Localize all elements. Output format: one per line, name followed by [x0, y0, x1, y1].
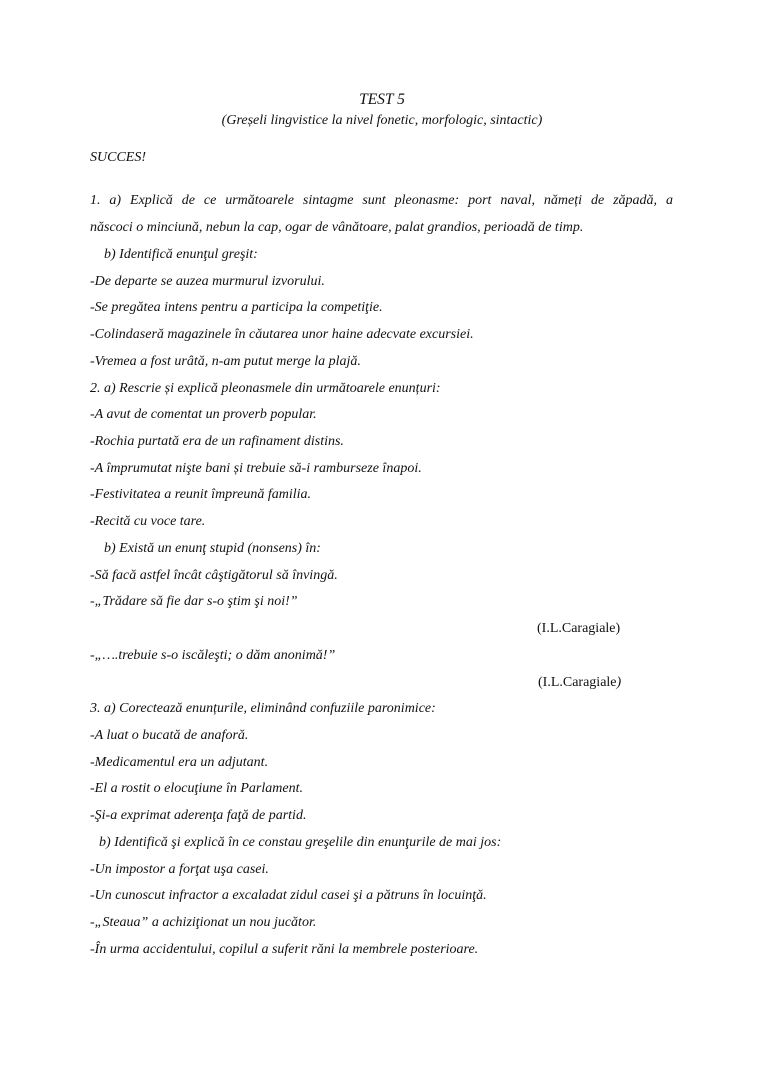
q3a-heading: 3. a) Corectează enunțurile, eliminând confuziile paronimice: [90, 701, 436, 716]
quote-author-text: (I.L.Caragiale [538, 675, 617, 690]
q3b-item: -Un cunoscut infractor a excaladat zidul casei şi a pătruns în locuinţă. [90, 888, 487, 903]
test-subtitle: (Greșeli lingvistice la nivel fonetic, morfologic, sintactic) [221, 113, 543, 128]
q1b-item: -De departe se auzea murmurul izvorului. [90, 274, 325, 289]
q3b-item: -În urma accidentului, copilul a suferit răni la membrele posterioare. [90, 942, 479, 957]
q3b-item: -Un impostor a forţat uşa casei. [90, 862, 269, 877]
q1a-line-1: 1. a) Explică de ce următoarele sintagme sunt pleonasme: port naval, nămeți de zăpadă, a [90, 193, 673, 208]
q3a-item: -Şi-a exprimat aderenţa faţă de partid. [90, 808, 307, 823]
q1b-item: -Se pregătea intens pentru a participa la competiţie. [90, 300, 383, 315]
q3a-item: -Medicamentul era un adjutant. [90, 755, 269, 770]
quote-author: (I.L.Caragiale) [537, 621, 621, 636]
test-title: TEST 5 [359, 91, 405, 108]
q2b-quote: -„….trebuie s-o iscăleşti; o dăm anonimă!” [90, 648, 336, 663]
quote-author [538, 674, 621, 692]
q2b-heading: b) Există un enunţ stupid (nonsens) în: [104, 541, 321, 556]
quote-author-paren: ) [616, 675, 622, 690]
q2b-quote: -„Trădare să fie dar s-o ştim şi noi!” [90, 594, 298, 609]
q1b-item: -Colindaseră magazinele în căutarea unor haine adecvate excursiei. [90, 327, 474, 342]
q3b-item: -„Steaua” a achiziţionat un nou jucător. [90, 915, 317, 930]
q1b-item: -Vremea a fost urâtă, n-am putut merge la plajă. [90, 354, 361, 369]
q1b-heading: b) Identifică enunţul greşit: [104, 247, 258, 262]
q2a-item: -A împrumutat nişte bani și trebuie să-i ramburseze înapoi. [90, 461, 422, 476]
q2a-item: -Festivitatea a reunit împreună familia. [90, 487, 311, 502]
q1a-line-2: născoci o minciună, nebun la cap, ogar de vânătoare, palat grandios, perioadă de timp. [90, 220, 584, 235]
q2a-item: -A avut de comentat un proverb popular. [90, 407, 317, 422]
greeting: SUCCES! [90, 150, 146, 165]
q3a-item: -A luat o bucată de anaforă. [90, 728, 249, 743]
q2a-heading: 2. a) Rescrie și explică pleonasmele din următoarele enunțuri: [90, 381, 441, 396]
q2a-item: -Rochia purtată era de un rafinament distins. [90, 434, 344, 449]
q3b-heading: b) Identifică şi explică în ce constau greşelile din enunţurile de mai jos: [99, 835, 502, 850]
q3a-item: -El a rostit o elocuţiune în Parlament. [90, 781, 303, 796]
q2b-item: -Să facă astfel încât câştigătorul să învingă. [90, 568, 338, 583]
q2a-item: -Recită cu voce tare. [90, 514, 206, 529]
